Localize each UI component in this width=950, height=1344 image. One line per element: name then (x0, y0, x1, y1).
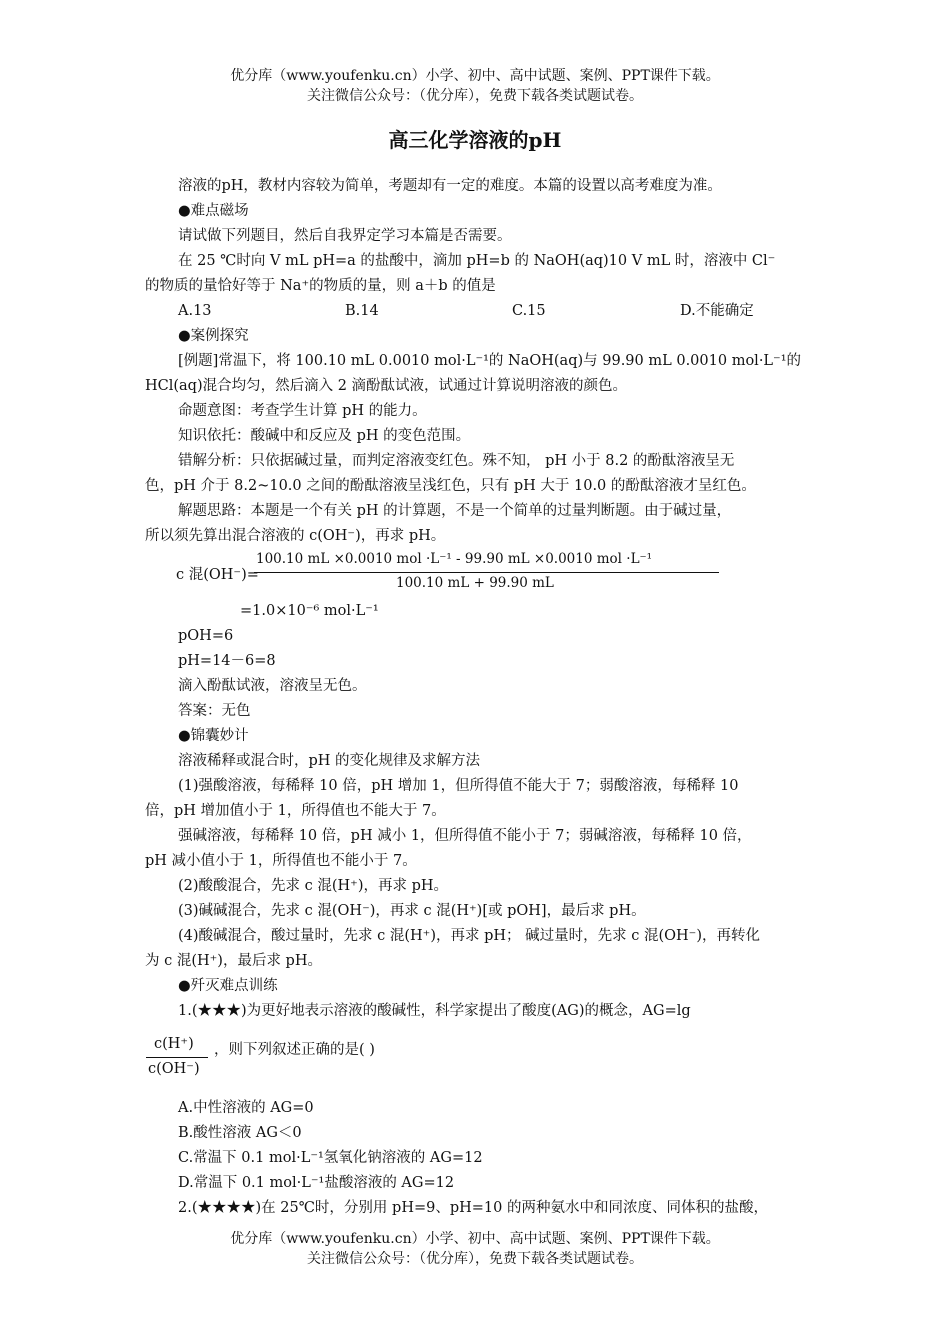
section-heading-tips: ●锦囊妙计 (178, 728, 249, 744)
formula-denominator: 100.10 mL + 99.90 mL (396, 575, 554, 591)
poh-line: pOH=6 (178, 628, 234, 644)
example-line-1: [例题]常温下，将 100.10 mL 0.0010 mol·L⁻¹的 NaOH(aq)与 99.90 mL 0.0010 mol·L⁻¹的 (178, 353, 802, 369)
question-1-fraction-denominator: c(OH⁻) (148, 1061, 200, 1077)
section-heading-difficulty: ●难点磁场 (178, 203, 249, 219)
tips-intro: 溶液稀释或混合时，pH 的变化规律及求解方法 (178, 753, 481, 769)
tip-4-line-1: (4)酸碱混合，酸过量时，先求 c 混(H⁺)，再求 pH； 碱过量时，先求 c 混(OH⁻)，再转化 (178, 928, 760, 944)
question-1-option-d: D.常温下 0.1 mol·L⁻¹盐酸溶液的 AG=12 (178, 1175, 455, 1191)
example-line-2: HCl(aq)混合均匀，然后滴入 2 滴酚酞试液，试通过计算说明溶液的颜色。 (145, 378, 628, 394)
question-2-line-1: 2.(★★★★)在 25℃时，分别用 pH=9、pH=10 的两种氨水中和同浓度、同体积的盐酸， (178, 1200, 768, 1216)
answer-line: 答案：无色 (178, 703, 251, 719)
formula-fraction-bar (254, 572, 719, 573)
ph-line: pH=14－6=8 (178, 653, 276, 669)
section-heading-case: ●案例探究 (178, 328, 249, 344)
section-heading-training: ●歼灭难点训练 (178, 978, 278, 994)
intro-paragraph: 溶液的pH，教材内容较为简单，考题却有一定的难度。本篇的设置以高考难度为准。 (178, 178, 722, 194)
difficulty-instruction: 请试做下列题目，然后自我界定学习本篇是否需要。 (178, 228, 512, 244)
solution-idea-line-2: 所以须先算出混合溶液的 c(OH⁻)，再求 pH。 (145, 528, 446, 544)
basis-line: 知识依托：酸碱中和反应及 pH 的变色范围。 (178, 428, 471, 444)
tip-4-line-2: 为 c 混(H⁺)，最后求 pH。 (145, 953, 322, 969)
question-1-line-1: 1.(★★★)为更好地表示溶液的酸碱性，科学家提出了酸度(AG)的概念，AG=lg (178, 1003, 691, 1019)
question-1-fraction-numerator: c(H⁺) (154, 1036, 194, 1052)
intent-line: 命题意图：考查学生计算 pH 的能力。 (178, 403, 427, 419)
header-line-2: 关注微信公众号：（优分库），免费下载各类试题试卷。 (307, 88, 643, 104)
question-0-option-c: C.15 (512, 303, 546, 319)
formula-lhs: c 混(OH⁻)= (176, 567, 259, 583)
question-1-option-c: C.常温下 0.1 mol·L⁻¹氢氧化钠溶液的 AG=12 (178, 1150, 483, 1166)
footer-line-2: 关注微信公众号：（优分库），免费下载各类试题试卷。 (307, 1251, 643, 1267)
footer-line-1: 优分库（www.youfenku.cn）小学、初中、高中试题、案例、PPT课件下载。 (230, 1231, 720, 1247)
question-0-option-a: A.13 (178, 303, 212, 319)
page-title: 高三化学溶液的pH (388, 128, 562, 152)
formula-result: =1.0×10⁻⁶ mol·L⁻¹ (240, 603, 379, 619)
tip-1b-line-2: pH 减小值小于 1，所得值也不能小于 7。 (145, 853, 417, 869)
tip-1-line-1: (1)强酸溶液，每稀释 10 倍，pH 增加 1，但所得值不能大于 7；弱酸溶液，每稀释 10 (178, 778, 739, 794)
phenolphthalein-line: 滴入酚酞试液，溶液呈无色。 (178, 678, 367, 694)
question-0-line-1: 在 25 ℃时向 V mL pH=a 的盐酸中，滴加 pH=b 的 NaOH(aq)10 V mL 时，溶液中 Cl⁻ (178, 253, 776, 269)
question-1-option-b: B.酸性溶液 AG＜0 (178, 1125, 302, 1141)
solution-idea-line-1: 解题思路：本题是一个有关 pH 的计算题，不是一个简单的过量判断题。由于碱过量， (178, 503, 732, 519)
question-1-tail: ，则下列叙述正确的是( ) (214, 1042, 375, 1058)
question-0-option-d: D.不能确定 (680, 303, 754, 319)
question-1-fraction-bar (146, 1057, 208, 1058)
error-analysis-line-2: 色，pH 介于 8.2~10.0 之间的酚酞溶液呈浅红色，只有 pH 大于 10.0 的酚酞溶液才呈红色。 (145, 478, 756, 494)
question-0-line-2: 的物质的量恰好等于 Na⁺的物质的量，则 a＋b 的值是 (145, 278, 496, 294)
header-line-1: 优分库（www.youfenku.cn）小学、初中、高中试题、案例、PPT课件下载。 (230, 68, 720, 84)
tip-2: (2)酸酸混合，先求 c 混(H⁺)，再求 pH。 (178, 878, 449, 894)
question-1-option-a: A.中性溶液的 AG=0 (178, 1100, 314, 1116)
tip-3: (3)碱碱混合，先求 c 混(OH⁻)，再求 c 混(H⁺)[或 pOH]，最后求 pH。 (178, 903, 646, 919)
tip-1-line-2: 倍，pH 增加值小于 1，所得值也不能大于 7。 (145, 803, 446, 819)
error-analysis-line-1: 错解分析：只依据碱过量，而判定溶液变红色。殊不知， pH 小于 8.2 的酚酞溶液呈无 (178, 453, 735, 469)
question-0-option-b: B.14 (345, 303, 379, 319)
formula-numerator: 100.10 mL ×0.0010 mol ·L⁻¹ - 99.90 mL ×0.0010 mol ·L⁻¹ (256, 551, 653, 567)
tip-1b-line-1: 强碱溶液，每稀释 10 倍，pH 减小 1，但所得值不能小于 7；弱碱溶液，每稀释 10 倍， (178, 828, 752, 844)
